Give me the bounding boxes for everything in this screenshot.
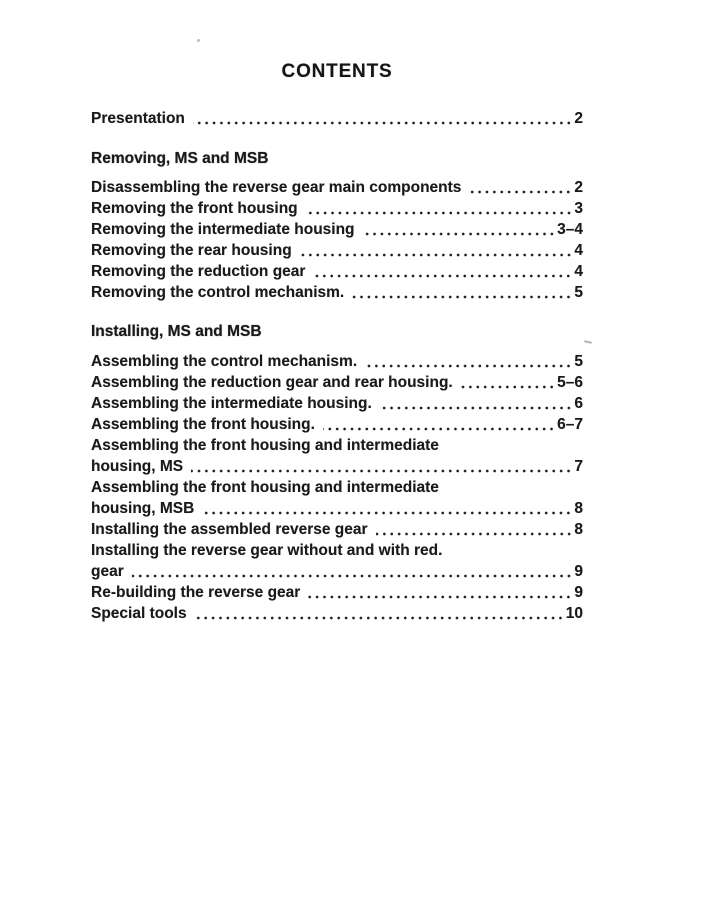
dot-leader <box>380 393 574 414</box>
dot-leader <box>323 414 556 435</box>
dot-leader <box>352 282 573 303</box>
toc-entry-label: gear <box>91 563 124 580</box>
toc-entry-label: Disassembling the reverse gear main components <box>91 179 462 196</box>
toc-entry-label: Re-building the reverse gear <box>91 584 301 601</box>
scan-artifact-dash <box>584 340 592 344</box>
dot-leader <box>300 240 574 261</box>
toc-entry-label: Assembling the intermediate housing. <box>91 395 372 412</box>
toc-section-header: Removing, MS and MSB <box>91 150 269 167</box>
toc-entry-label: Assembling the front housing and intermediate <box>91 479 439 496</box>
dot-leader <box>376 519 574 540</box>
dot-leader <box>308 582 573 603</box>
toc-entry <box>91 603 583 624</box>
toc-entry-label: Removing the reduction gear <box>91 263 306 280</box>
toc-entry-label: housing, MS <box>91 458 184 475</box>
toc-entry-line1 <box>91 540 583 561</box>
toc-entry <box>91 519 583 540</box>
page-title: CONTENTS <box>281 61 393 82</box>
toc-entry <box>91 456 583 477</box>
toc-entry <box>91 372 583 393</box>
toc-entry-page-number: 10 <box>565 605 583 622</box>
dot-leader <box>193 108 573 129</box>
toc-content <box>91 0 583 624</box>
toc-entry-label: Assembling the reduction gear and rear housing. <box>91 374 453 391</box>
toc-entry-page-number: 8 <box>574 500 583 517</box>
dot-leader <box>365 351 573 372</box>
dot-leader <box>306 198 574 219</box>
toc-entry <box>91 240 583 261</box>
toc-entry-page-number: 5 <box>574 353 583 370</box>
toc-entry-label: housing, MSB <box>91 500 195 517</box>
toc-entry-page-number: 3–4 <box>557 221 583 238</box>
toc-entry-label: Removing the front housing <box>91 200 298 217</box>
toc-entry-page-number: 5 <box>574 284 583 301</box>
toc-entry-page-number: 2 <box>574 110 583 127</box>
toc-entry-label: Assembling the front housing and intermediate <box>91 437 439 454</box>
toc-entry-page-number: 6 <box>574 395 583 412</box>
toc-entry-page-number: 9 <box>574 584 583 601</box>
toc-entry <box>91 561 583 582</box>
dot-leader <box>469 177 573 198</box>
dot-leader <box>363 219 557 240</box>
toc-entry <box>91 351 583 372</box>
toc-entry-page-number: 3 <box>574 200 583 217</box>
toc-entry-page-number: 2 <box>574 179 583 196</box>
dot-leader <box>191 456 573 477</box>
toc-entry-label: Presentation <box>91 110 185 127</box>
toc-entry-label: Special tools <box>91 605 187 622</box>
dot-leader <box>132 561 574 582</box>
dot-leader <box>202 498 573 519</box>
toc-entry-label: Assembling the control mechanism. <box>91 353 358 370</box>
toc-entry <box>91 582 583 603</box>
toc-entry-page-number: 5–6 <box>557 374 583 391</box>
toc-entry <box>91 219 583 240</box>
toc-entry-label: Installing the reverse gear without and with red. <box>91 542 443 559</box>
dot-leader <box>195 603 565 624</box>
toc-entry <box>91 498 583 519</box>
toc-entry-page-number: 6–7 <box>557 416 583 433</box>
dot-leader <box>461 372 556 393</box>
toc-entry-label: Removing the rear housing <box>91 242 292 259</box>
toc-entry-line1 <box>91 477 583 498</box>
toc-section-header: Installing, MS and MSB <box>91 323 262 340</box>
toc-entry-label: Installing the assembled reverse gear <box>91 521 368 538</box>
toc-entry-label: Assembling the front housing. <box>91 416 315 433</box>
toc-entry <box>91 261 583 282</box>
toc-entry <box>91 108 583 129</box>
toc-entry-page-number: 8 <box>574 521 583 538</box>
toc-entry-page-number: 4 <box>574 263 583 280</box>
toc-entry-page-number: 4 <box>574 242 583 259</box>
toc-list <box>91 108 583 624</box>
toc-entry-page-number: 7 <box>574 458 583 475</box>
toc-entry <box>91 393 583 414</box>
toc-entry <box>91 282 583 303</box>
toc-entry <box>91 198 583 219</box>
toc-entry-label: Removing the control mechanism. <box>91 284 345 301</box>
toc-entry-label: Removing the intermediate housing <box>91 221 355 238</box>
toc-entry <box>91 177 583 198</box>
dot-leader <box>313 261 573 282</box>
toc-entry <box>91 414 583 435</box>
toc-entry-line1 <box>91 435 583 456</box>
toc-entry-page-number: 9 <box>574 563 583 580</box>
